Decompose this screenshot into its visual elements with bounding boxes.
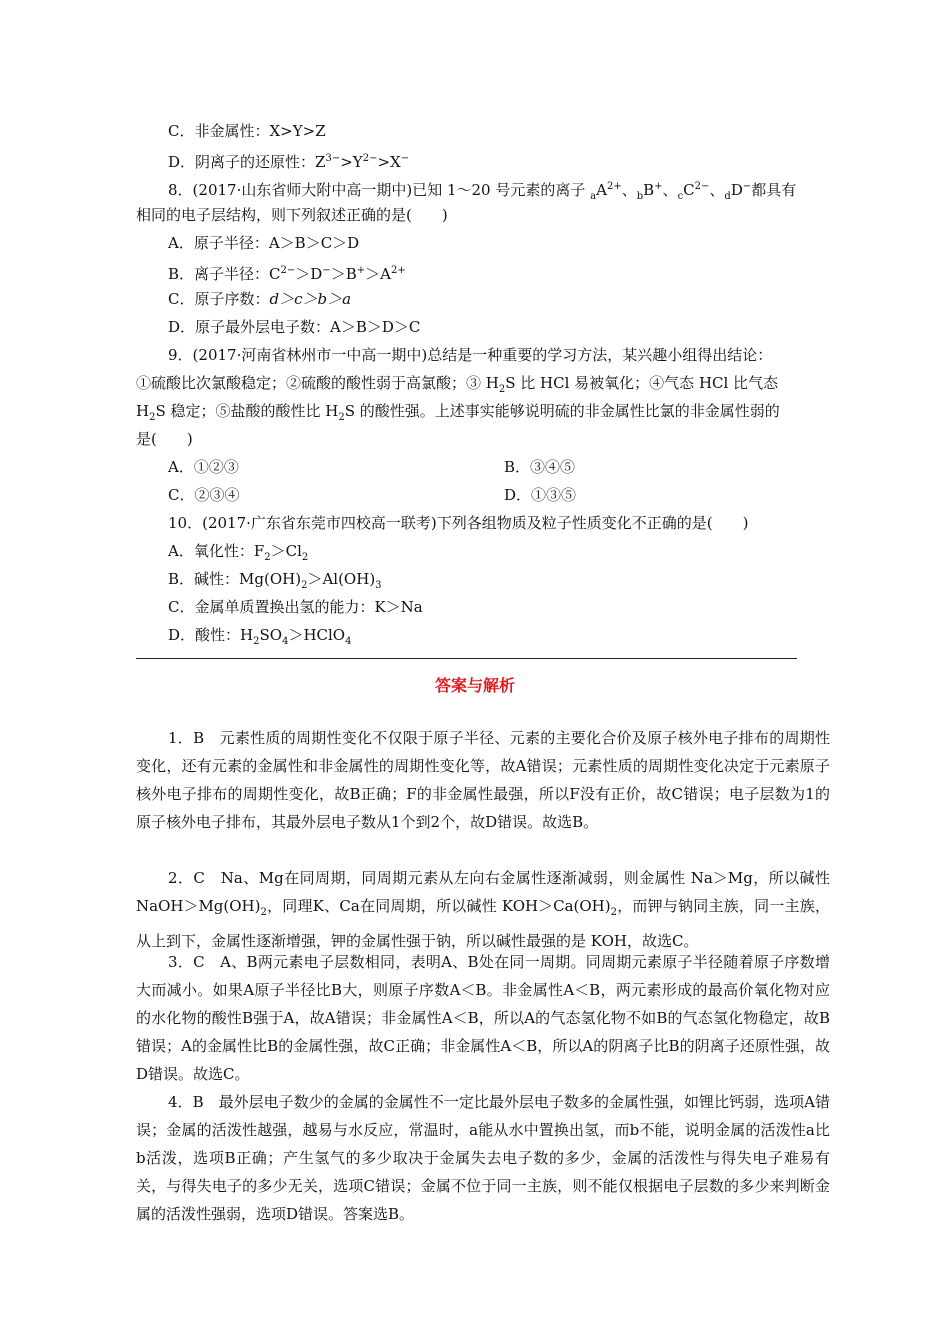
q9-stem-line4: 是( ) xyxy=(136,430,193,448)
answer-3: 3．C A、B两元素电子层数相同，表明A、B处在同一周期。同周期元素原子半径随着原子序数增大而减小。如果A原子半径比B大，则原子序数A＜B。非金属性A＜B，两元素形成的最高价氧化物对应的水化物的酸性B强于A，故A错误；非金属性A＜B，所以A的气态氢化物不如B的气态氢化物稳定，故B错误；A的金属性比B的金属性强，故C正确；非金属性A＜B，所以A的阴离子比B的阴离子还原性强，故D错误。故选C。 xyxy=(136,953,830,1083)
q9-stem-line1: 9．(2017·河南省林州市一中高一期中)总结是一种重要的学习方法，某兴趣小组得出结论： xyxy=(168,346,773,364)
q9-stem-line2: ①硫酸比次氯酸稳定；②硫酸的酸性弱于高氯酸；③ $H_2S$ 比 HCl 易被氧化；④气态 HCl 比气态 xyxy=(136,374,779,395)
q10-option-d: D．酸性：$H_2SO_4>HClO_4$ xyxy=(168,626,352,647)
q8-stem-line1: 8．(2017·山东省师大附中高一期中)已知 1～20 号元素的离子 $_aA^{2+}$、$_b$B+、$_cC^{2-}$、$_d$D−都具有 xyxy=(168,181,797,202)
q10-stem: 10．(2017·广东省东莞市四校高一联考)下列各组物质及粒子性质变化不正确的是( ) xyxy=(168,514,749,532)
answers-heading: 答案与解析 xyxy=(434,676,515,695)
section-divider xyxy=(136,658,797,659)
answer-2: 2．C Na、Mg在同周期，同周期元素从左向右金属性逐渐减弱，则金属性 Na＞Mg，所以碱性 $NaOH>Mg(OH)_2$，同理K、Ca在同周期，所以碱性 $KOH>Ca(OH)_2$，而钾与钠同主族，同一主族，从上到下，金属性逐渐增强，钾的金属性强于钠，所以碱性最强的是 KOH，故选C。 xyxy=(136,869,830,950)
q9-stem-line3: $H_2S$ 稳定；⑤盐酸的酸性比 $H_2S$ 的酸性强。上述事实能够说明硫的非金属性比氯的非金属性弱的 xyxy=(136,402,780,423)
q10-option-a: A．氧化性：$F_2>Cl_2$ xyxy=(168,542,309,563)
q10-option-b: B．碱性：$Mg(OH)_2>Al(OH)_3$ xyxy=(168,570,382,591)
q10-option-c: C．金属单质置换出氢的能力：K＞Na xyxy=(168,598,423,616)
q9-option-d: D．①③⑤ xyxy=(504,486,577,504)
q7-option-c: C．非金属性：X>Y>Z xyxy=(168,122,326,140)
q9-option-b: B．③④⑤ xyxy=(504,458,576,476)
q7-option-d: D．阴离子的还原性：$Z^{3-}>Y^{2-}>X^-$ xyxy=(168,153,410,171)
answer-1: 1．B 元素性质的周期性变化不仅限于原子半径、元素的主要化合价及原子核外电子排布的周期性变化，还有元素的金属性和非金属性的周期性变化等，故A错误；元素性质的周期性变化决定于元素原子核外电子排布的周期性变化，故B正确；F的非金属性最强，所以F没有正价，故C错误；电子层数为1的原子核外电子排布，其最外层电子数从1个到2个，故D错误。故选B。 xyxy=(136,729,830,831)
q8-option-a: A．原子半径：A＞B＞C＞D xyxy=(168,234,360,252)
q8-stem-line2: 相同的电子层结构，则下列叙述正确的是( ) xyxy=(136,206,448,224)
q9-option-c: C．②③④ xyxy=(168,486,240,504)
q9-option-a: A．①②③ xyxy=(168,458,239,476)
q8-option-d: D．原子最外层电子数：A＞B＞D＞C xyxy=(168,318,421,336)
q8-option-c: C．原子序数：d＞c＞b＞a xyxy=(168,290,352,308)
answer-4: 4．B 最外层电子数少的金属的金属性不一定比最外层电子数多的金属性强，如锂比钙弱，选项A错误；金属的活泼性越强，越易与水反应，常温时，a能从水中置换出氢，而b不能，说明金属的活泼性a比b活泼，选项B正确；产生氢气的多少取决于金属失去电子数的多少，金属的活泼性与得失电子难易有关，与得失电子的多少无关，选项C错误；金属不位于同一主族，则不能仅根据电子层数的多少来判断金属的活泼性强弱，选项D错误。答案选B。 xyxy=(136,1093,830,1223)
q8-option-b: B．离子半径：$C^{2-}>D^->B^+>A^{2+}$ xyxy=(168,265,406,283)
